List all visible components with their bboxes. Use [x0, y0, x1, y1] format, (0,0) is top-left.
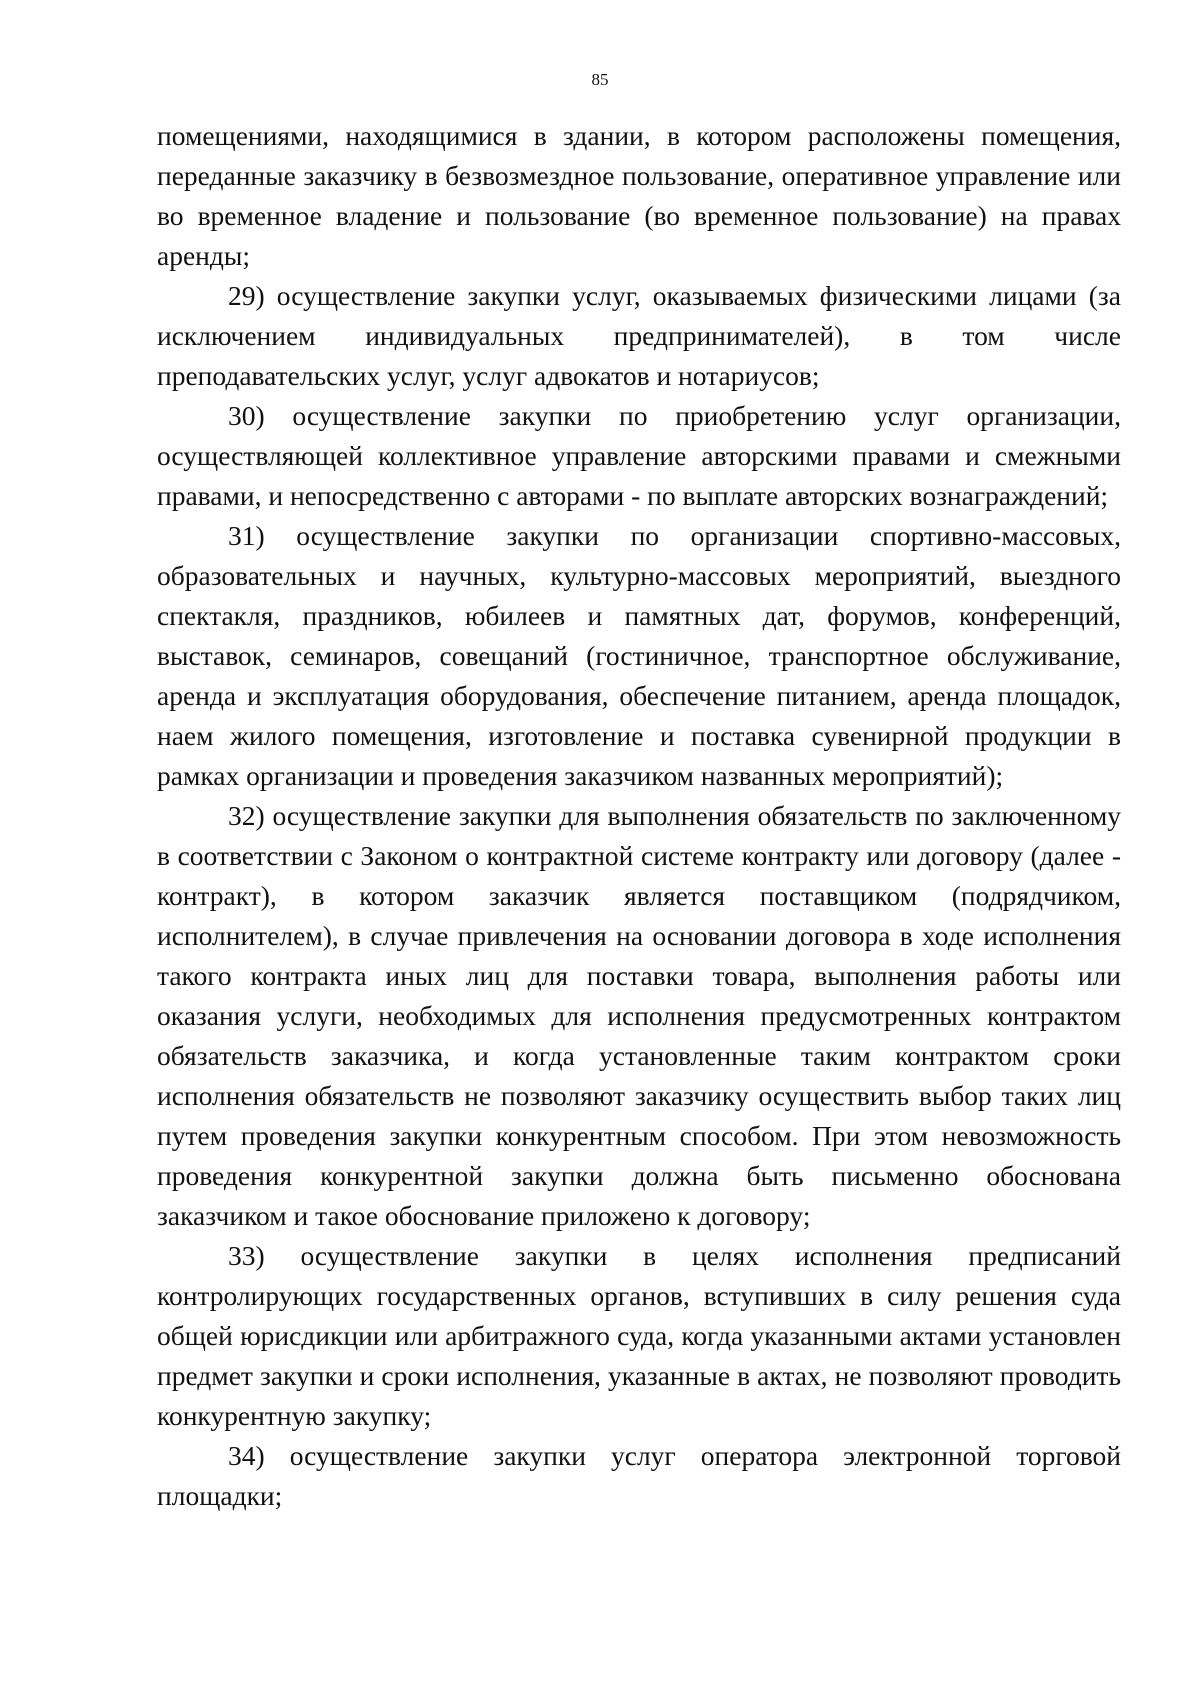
paragraph-item-33: 33) осуществление закупки в целях исполнения предписаний контролирующих государственных органов, вступивших в силу решения суда общей юрисдикции или арбитражного суда, когда указанными актами установлен предмет закупки и сроки исполнения, указанные в актах, не позволяют проводить конкурентную закупку;: [157, 1240, 1121, 1431]
paragraph-item-29: 29) осуществление закупки услуг, оказываемых физическими лицами (за исключением индивидуальных предпринимателей), в том числе преподавательских услуг, услуг адвокатов и нотариусов;: [157, 280, 1121, 391]
paragraph-item-31: 31) осуществление закупки по организации спортивно-массовых, образовательных и научных, культурно-массовых мероприятий, выездного спектакля, праздников, юбилеев и памятных дат, форумов, конференций, выставок, семинаров, совещаний (гостиничное, транспортное обслуживание, аренда и эксплуатация оборудования, обеспечение питанием, аренда площадок, наем жилого помещения, изготовление и поставка сувенирной продукции в рамках организации и проведения заказчиком названных мероприятий);: [157, 520, 1121, 791]
paragraph-item-32: 32) осуществление закупки для выполнения обязательств по заключенному в соответствии с Законом о контрактной системе контракту или договору (далее - контракт), в котором заказчик является поставщиком (подрядчиком, исполнителем), в случае привлечения на основании договора в ходе исполнения такого контракта иных лиц для поставки товара, выполнения работы или оказания услуги, необходимых для исполнения предусмотренных контрактом обязательств заказчика, и когда установленные таким контрактом сроки исполнения обязательств не позволяют заказчику осуществить выбор таких лиц путем проведения закупки конкурентным способом. При этом невозможность проведения конкурентной закупки должна быть письменно обоснована заказчиком и такое обоснование приложено к договору;: [157, 800, 1121, 1231]
paragraph-item-34: 34) осуществление закупки услуг оператора электронной торговой площадки;: [157, 1440, 1121, 1511]
page-number: 85: [591, 70, 609, 89]
paragraph-continuation: помещениями, находящимися в здании, в котором расположены помещения, переданные заказчику в безвозмездное пользование, оперативное управление или во временное владение и пользование (во временное пользование) на правах аренды;: [157, 120, 1121, 271]
paragraph-item-30: 30) осуществление закупки по приобретению услуг организации, осуществляющей коллективное управление авторскими правами и смежными правами, и непосредственно с авторами - по выплате авторских вознаграждений;: [157, 400, 1121, 511]
document-body: [157, 116, 1121, 1516]
